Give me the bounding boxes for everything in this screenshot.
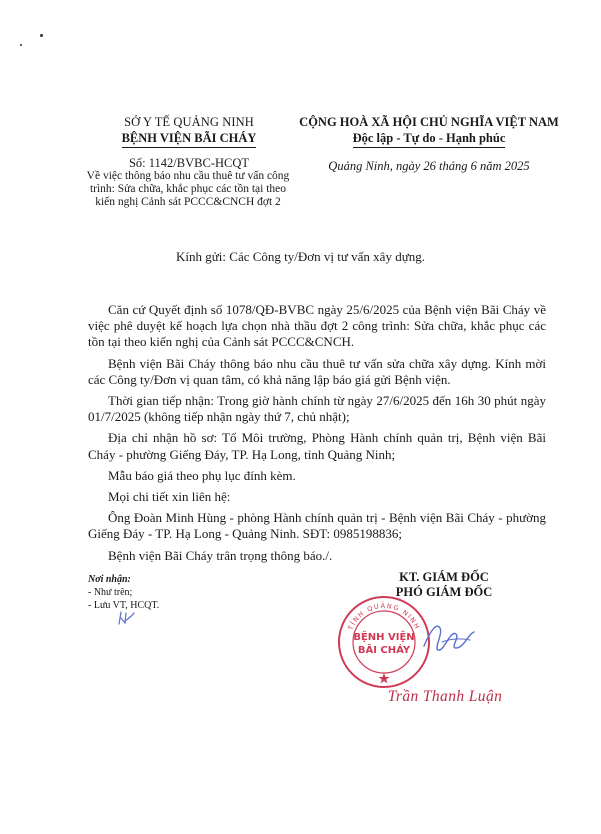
handwritten-signature <box>420 612 478 662</box>
signer-authority: KT. GIÁM ĐỐC <box>399 570 489 584</box>
paragraph-contact-person: Ông Đoàn Minh Hùng - phòng Hành chính quản trị - Bệnh viện Bãi Cháy - phường Giếng Đáy - TP. Hạ Long - Quảng Ninh. SĐT: 0985198836; <box>88 510 546 542</box>
parent-organization: SỞ Y TẾ QUẢNG NINH <box>124 115 254 129</box>
paragraph-receiving-time: Thời gian tiếp nhận: Trong giờ hành chính từ ngày 27/6/2025 đến 16h 30 phút ngày 01/7/2025 (không tiếp nhận ngày thứ 7, chủ nhật); <box>88 393 546 425</box>
document-body <box>88 302 546 569</box>
issuing-agency <box>68 114 310 148</box>
paragraph-legal-basis: Căn cứ Quyết định số 1078/QĐ-BVBC ngày 25/6/2025 của Bệnh viện Bãi Cháy về việc phê duyệt kế hoạch lựa chọn nhà thầu đợt 2 công trình: Sửa chữa, khắc phục các tồn tại theo kiến nghị của Cảnh sát PCCC&CNCH. <box>88 302 546 350</box>
document-subject: Về việc thông báo nhu cầu thuê tư vấn công trình: Sửa chữa, khắc phục các tồn tại theo kiến nghị Cảnh sát PCCC&CNCH đợt 2 <box>86 170 290 208</box>
paragraph-address: Địa chỉ nhận hồ sơ: Tổ Môi trường, Phòng Hành chính quản trị, Bệnh viện Bãi Cháy - phường Giếng Đáy, TP. Hạ Long, tỉnh Quảng Ninh; <box>88 430 546 462</box>
paragraph-announcement: Bệnh viện Bãi Cháy thông báo nhu cầu thuê tư vấn sửa chữa xây dựng. Kính mời các Công ty/Đơn vị quan tâm, có khả năng lập báo giá gửi Bệnh viện. <box>88 355 546 387</box>
recipient-line: Kính gửi: Các Công ty/Đơn vị tư vấn xây dựng. <box>176 249 425 264</box>
place-date: Quảng Ninh, ngày 26 tháng 6 năm 2025 <box>328 159 530 173</box>
seal-arc-text: TỈNH QUẢNG NINH <box>346 601 422 632</box>
national-heading <box>276 114 582 148</box>
receiver-item: - Như trên; <box>88 587 133 598</box>
initials-mark <box>116 609 138 627</box>
document-number: Số: 1142/BVBC-HCQT <box>128 156 250 170</box>
seal-line-1: BỆNH VIỆN <box>353 632 415 643</box>
signer-title: PHÓ GIÁM ĐỐC <box>395 585 493 599</box>
organization-name: BỆNH VIỆN BÃI CHÁY <box>122 130 257 148</box>
paragraph-closing: Bệnh viện Bãi Cháy trân trọng thông báo./. <box>108 547 333 563</box>
seal-line-2: BÃI CHÁY <box>357 645 411 656</box>
signer-name: Trần Thanh Luận <box>387 688 503 705</box>
national-motto: Độc lập - Tự do - Hạnh phúc <box>353 130 506 148</box>
paragraph-contact-intro: Mọi chi tiết xin liên hệ: <box>108 489 231 505</box>
country-name: CỘNG HOÀ XÃ HỘI CHỦ NGHĨA VIỆT NAM <box>299 115 559 129</box>
scan-speck <box>40 34 43 37</box>
receivers-block <box>88 573 159 612</box>
receiver-item: - Lưu VT, HCQT. <box>88 600 160 611</box>
official-seal <box>336 594 432 690</box>
paragraph-quote-form: Mẫu báo giá theo phụ lục đính kèm. <box>108 467 296 483</box>
scan-speck <box>20 44 22 46</box>
receivers-label: Nơi nhận: <box>88 574 131 585</box>
